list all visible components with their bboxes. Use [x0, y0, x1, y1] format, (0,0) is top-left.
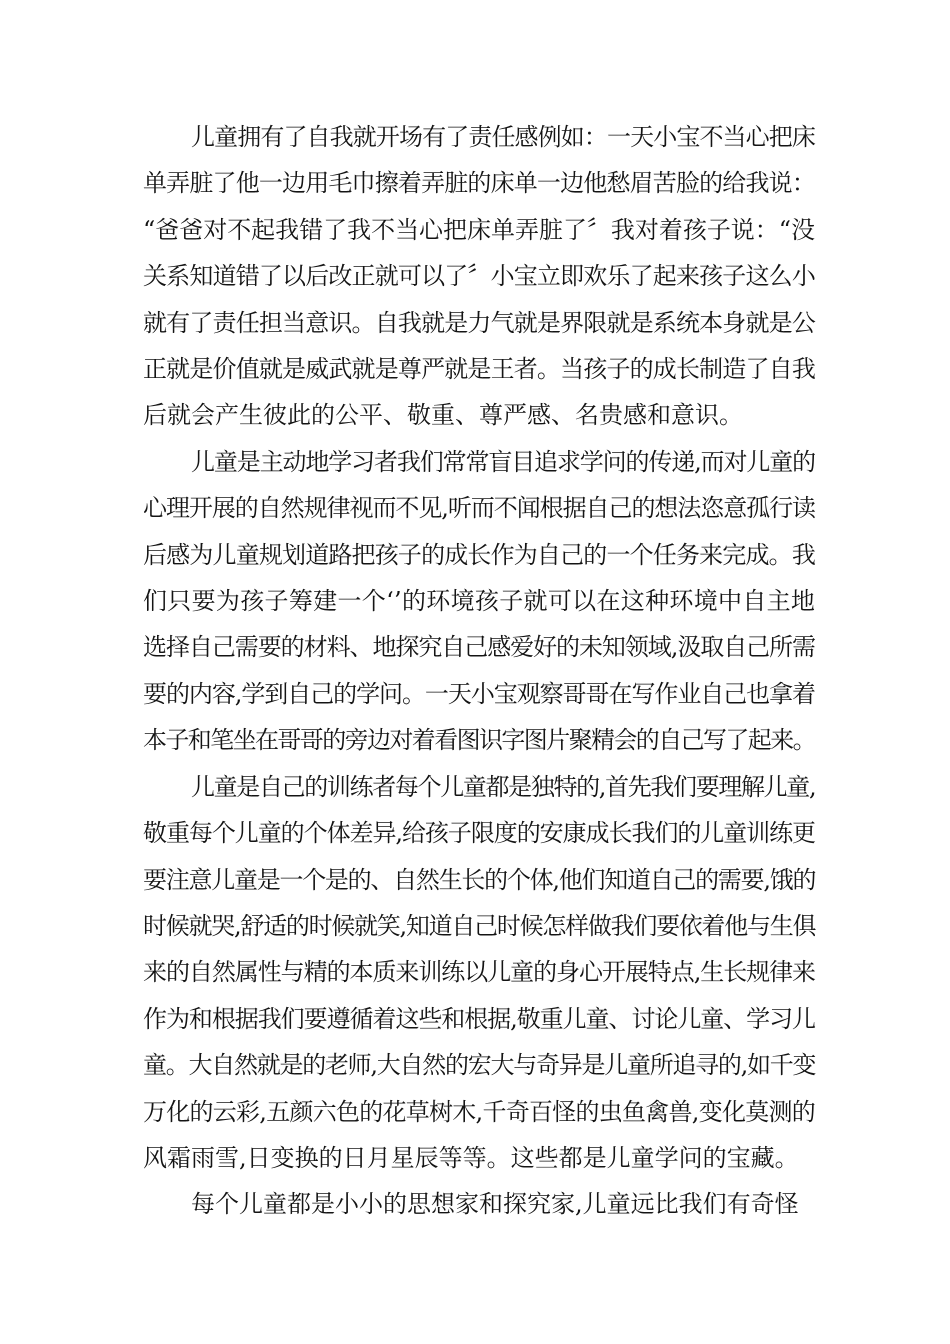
text-line: 作为和根据我们要遵循着这些和根据,敬重儿童、讨论儿童、学习儿 [143, 1004, 815, 1033]
text-line: “爸爸对不起我错了我不当心把床单弄脏了〞我对着孩子说：“没 [143, 215, 815, 244]
paragraph-2 [143, 439, 815, 764]
text-line: 童。大自然就是的老师,大自然的宏大与奇异是儿童所追寻的,如千变 [143, 1051, 816, 1080]
text-line: 选择自己需要的材料、地探究自己感爱好的未知领域,汲取自己所需 [143, 633, 815, 662]
paragraph-1 [143, 114, 815, 439]
text-line: 心理开展的自然规律视而不见,听而不闻根据自己的想法恣意孤行读 [143, 494, 815, 523]
text-line: 正就是价值就是威武就是尊严就是王者。当孩子的成长制造了自我 [143, 355, 815, 384]
text-line: 单弄脏了他一边用毛巾擦着弄脏的床单一边他愁眉苦脸的给我说： [143, 169, 815, 198]
text-line: 儿童是主动地学习者我们常常盲目追求学问的传递,而对儿童的 [191, 447, 815, 476]
document-body [143, 114, 815, 1228]
text-line: 关系知道错了以后改正就可以了〞小宝立即欢乐了起来孩子这么小 [143, 262, 815, 291]
text-line: 风霜雨雪,日变换的日月星辰等等。这些都是儿童学问的宝藏。 [143, 1143, 799, 1172]
text-line: 本子和笔坐在哥哥的旁边对着看图识字图片聚精会的自己写了起来。 [143, 726, 815, 755]
text-line: 时候就哭,舒适的时候就笑,知道自己时候怎样做我们要依着他与生俱 [143, 911, 816, 940]
text-line: 要的内容,学到自己的学问。一天小宝观察哥哥在写作业自己也拿着 [143, 679, 815, 708]
paragraph-4 [143, 1181, 815, 1227]
text-line: 后就会产生彼此的公平、敬重、尊严感、名贵感和意识。 [143, 401, 743, 430]
paragraph-3 [143, 764, 815, 1182]
text-line: 儿童拥有了自我就开场有了责任感例如：一天小宝不当心把床 [191, 123, 815, 151]
text-line: 要注意儿童是一个是的、自然生长的个体,他们知道自己的需要,饿的 [143, 865, 816, 894]
text-line: 们只要为孩子筹建一个‘’的环境孩子就可以在这种环境中自主地 [143, 587, 816, 616]
text-line: 万化的云彩,五颜六色的花草树木,千奇百怪的虫鱼禽兽,变化莫测的 [143, 1097, 815, 1126]
text-line: 儿童是自己的训练者每个儿童都是独特的,首先我们要理解儿童, [191, 772, 816, 801]
text-line: 就有了责任担当意识。自我就是力气就是界限就是系统本身就是公 [143, 308, 815, 337]
text-line: 来的自然属性与精的本质来训练以儿童的身心开展特点,生长规律来 [143, 958, 815, 987]
text-line: 后感为儿童规划道路把孩子的成长作为自己的一个任务来完成。我 [143, 540, 815, 569]
text-line: 敬重每个儿童的个体差异,给孩子限度的安康成长我们的儿童训练更 [143, 819, 815, 848]
text-line: 每个儿童都是小小的思想家和探究家,儿童远比我们有奇怪 [191, 1190, 799, 1219]
